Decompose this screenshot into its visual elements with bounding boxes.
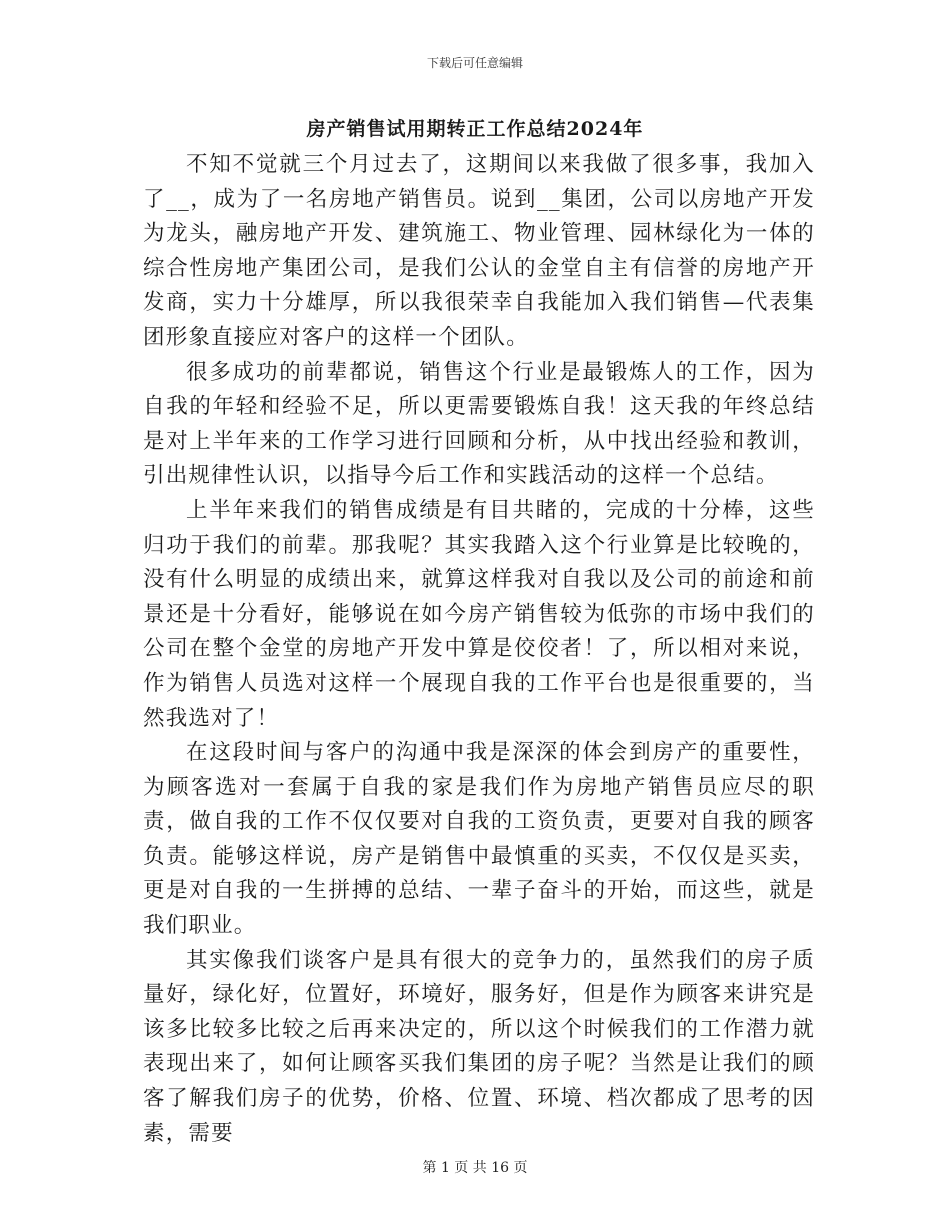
paragraph-2: 很多成功的前辈都说，销售这个行业是最锻炼人的工作，因为自我的年轻和经验不足，所以更需要锻炼自我！这天我的年终总结是对上半年来的工作学习进行回顾和分析，从中找出经验和教训，引出规律性认识，以指导今后工作和实践活动的这样一个总结。 bbox=[143, 359, 815, 489]
document-body bbox=[143, 148, 815, 1151]
paragraph-3: 上半年来我们的销售成绩是有目共睹的，完成的十分棒，这些归功于我们的前辈。那我呢？其实我踏入这个行业算是比较晚的，没有什么明显的成绩出来，就算这样我对自我以及公司的前途和前景还是十分看好，能够说在如今房产销售较为低弥的市场中我们的公司在整个金堂的房地产开发中算是佼佼者！了，所以相对来说，作为销售人员选对这样一个展现自我的工作平台也是很重要的，当然我选对了！ bbox=[143, 497, 815, 731]
paragraph-4: 在这段时间与客户的沟通中我是深深的体会到房产的重要性，为顾客选对一套属于自我的家是我们作为房地产销售员应尽的职责，做自我的工作不仅仅要对自我的工资负责，更要对自我的顾客负责。能够这样说，房产是销售中最慎重的买卖，不仅仅是买卖，更是对自我的一生拼搏的总结、一辈子奋斗的开始，而这些，就是我们职业。 bbox=[143, 740, 815, 939]
paragraph-5: 其实像我们谈客户是具有很大的竞争力的，虽然我们的房子质量好，绿化好，位置好，环境好，服务好，但是作为顾客来讲究是该多比较多比较之后再来决定的，所以这个时候我们的工作潜力就表现出来了，如何让顾客买我们集团的房子呢？当然是让我们的顾客了解我们房子的优势，价格、位置、环境、档次都成了思考的因素，需要 bbox=[143, 947, 815, 1146]
paragraph-1: 不知不觉就三个月过去了，这期间以来我做了很多事，我加入了__，成为了一名房地产销售员。说到__集团，公司以房地产开发为龙头，融房地产开发、建筑施工、物业管理、园林绿化为一体的综合性房地产集团公司，是我们公认的金堂自主有信誉的房地产开发商，实力十分雄厚，所以我很荣幸自我能加入我们销售—代表集团形象直接应对客户的这样一个团队。 bbox=[143, 152, 815, 350]
document-title: 房产销售试用期转正工作总结2024年 bbox=[306, 118, 644, 140]
page-number-footer: 第 1 页 共 16 页 bbox=[422, 1160, 528, 1176]
header-note: 下载后可任意编辑 bbox=[426, 56, 523, 70]
